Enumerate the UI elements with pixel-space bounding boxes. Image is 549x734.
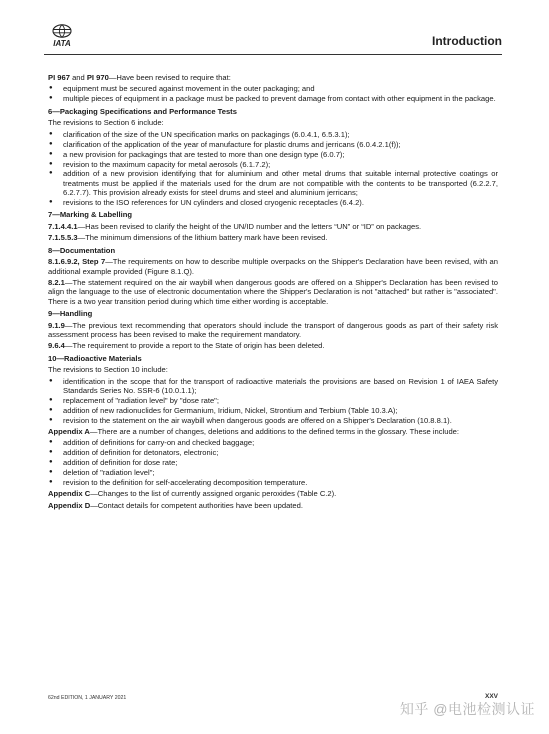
paragraph-lead: Appendix C <box>48 489 91 499</box>
list-item: ● equipment must be secured against movement in the outer packaging; and <box>48 84 498 93</box>
list-item: ● addition of a new provision identifying that for aluminium and other metal drums that suitable internal protective coatings or treatments must be applied if the materials used for the drum are not compatible with the contents to be transported (6.2.2.7, 6.2.7.7). This provision already exists for steel drums and steel and aluminium jerricans; <box>48 169 498 197</box>
appendix-c-paragraph <box>48 489 498 498</box>
section-10-intro: The revisions to Section 10 include: <box>48 365 168 375</box>
paragraph-text: —There are a number of changes, deletions and additions to the defined terms in the glossary. These include: <box>89 426 460 436</box>
pi-967-lead: PI 967 <box>48 73 70 82</box>
paragraph-text: —The requirement to provide a report to the State of origin has been deleted. <box>64 341 325 351</box>
list-item: ● deletion of "radiation level"; <box>48 468 498 477</box>
list-item: ● clarification of the application of the year of manufacture for plastic drums and jerricans (6.0.4.2.1(f)); <box>48 140 498 149</box>
section-10-list <box>48 377 498 425</box>
paragraph-lead: 8.2.1 <box>48 278 65 288</box>
paragraph-lead: 9.1.9 <box>48 320 65 330</box>
list-item: ● revision to the maximum capacity for metal aerosols (6.1.7.2); <box>48 160 498 169</box>
document-body <box>48 73 498 512</box>
list-item: ● revision to the definition for self-accelerating decomposition temperature. <box>48 478 498 487</box>
page-title: Introduction <box>432 34 502 48</box>
appendix-a-list <box>48 438 498 487</box>
list-item: ● revision to the statement on the air waybill when dangerous goods are offered on a Shipper's Declaration (10.8.8.1). <box>48 416 498 425</box>
section-8-paragraph-1 <box>48 257 498 276</box>
paragraph-lead: Appendix D <box>48 500 91 510</box>
section-6-heading: 6—Packaging Specifications and Performance Tests <box>48 106 237 116</box>
paragraph-text: —The statement required on the air waybill when dangerous goods are offered on a Shipper's Declaration has been revised to align the language to the use of electronic documentation where the Shipper's Declaration is not "attached" but rather is "associated". There is a two year transition period during which time either wording is acceptable. <box>48 278 498 306</box>
section-9-heading: 9—Handling <box>48 309 93 319</box>
paragraph-text: —The requirements on how to describe multiple overpacks on the Shipper's Declaration have been revised, with an additional example provided (Figure 8.1.Q). <box>48 257 498 276</box>
paragraph-text: —The previous text recommending that operators should include the transport of dangerous goods as part of their safety risk assessment process has been revised to make the requirement mandatory. <box>48 320 498 339</box>
paragraph-lead: 7.1.4.4.1 <box>48 221 78 231</box>
list-item: ● addition of definition for dose rate; <box>48 458 498 467</box>
edition-label: 62nd EDITION, 1 JANUARY 2021 <box>48 695 127 701</box>
paragraph-lead: 8.1.6.9.2, Step 7 <box>48 257 106 267</box>
list-item: ● addition of new radionuclides for Germanium, Iridium, Nickel, Strontium and Terbium (Table 10.3.A); <box>48 406 498 415</box>
pi-967-list <box>48 84 498 103</box>
section-7-paragraph-2 <box>48 233 498 242</box>
page-header <box>44 24 502 54</box>
section-10-heading: 10—Radioactive Materials <box>48 353 142 363</box>
paragraph-text: —The minimum dimensions of the lithium battery mark have been revised. <box>77 233 328 243</box>
list-item: ● revisions to the ISO references for UN cylinders and closed cryogenic receptacles (6.4.2). <box>48 198 498 207</box>
watermark: 知乎 @电池检测认证 <box>399 701 535 717</box>
list-item: ● clarification of the size of the UN specification marks on packagings (6.0.4.1, 6.5.3.1); <box>48 130 498 139</box>
list-item: ● identification in the scope that for the transport of radioactive materials the provisions are based on Revision 1 of IAEA Safety Standards Series No. SSR-6 (10.0.1.1); <box>48 377 498 396</box>
pi-and: and <box>69 73 87 82</box>
list-item: ● a new provision for packagings that are tested to more than one design type (6.0.7); <box>48 150 498 159</box>
page-number: XXV <box>484 693 498 700</box>
list-item: ● addition of definition for detonators, electronic; <box>48 448 498 457</box>
section-9-paragraph-2 <box>48 341 498 350</box>
paragraph-text: —Has been revised to clarify the height of the UN/ID number and the letters “UN” or “ID” on packages. <box>77 221 422 231</box>
iata-globe-icon <box>44 24 80 48</box>
header-divider <box>44 54 502 55</box>
section-8-heading: 8—Documentation <box>48 245 116 255</box>
iata-logo <box>44 24 80 48</box>
paragraph-lead: 7.1.5.5.3 <box>48 233 78 243</box>
appendix-a-paragraph <box>48 427 498 436</box>
paragraph-lead: Appendix A <box>48 426 90 436</box>
section-9-paragraph-1 <box>48 321 498 340</box>
section-6-intro: The revisions to Section 6 include: <box>48 118 164 128</box>
logo-text: IATA <box>53 39 71 48</box>
pi-967-paragraph <box>48 73 498 82</box>
list-item: ● addition of definitions for carry-on and checked baggage; <box>48 438 498 447</box>
section-6-list <box>48 130 498 207</box>
section-7-paragraph-1 <box>48 222 498 231</box>
section-7-heading: 7—Marking & Labelling <box>48 210 132 220</box>
list-item: ● multiple pieces of equipment in a package must be packed to prevent damage from contact with other equipment in the package. <box>48 94 498 103</box>
section-8-paragraph-2 <box>48 278 498 306</box>
paragraph-text: —Contact details for competent authorities have been updated. <box>90 500 303 510</box>
paragraph-text: —Changes to the list of currently assigned organic peroxides (Table C.2). <box>90 489 337 499</box>
paragraph-lead: 9.6.4 <box>48 341 65 351</box>
list-item: ● replacement of "radiation level" by "dose rate"; <box>48 396 498 405</box>
pi-967-text: —Have been revised to require that: <box>108 73 231 82</box>
appendix-d-paragraph <box>48 501 498 510</box>
pi-970-lead: PI 970 <box>86 73 109 82</box>
